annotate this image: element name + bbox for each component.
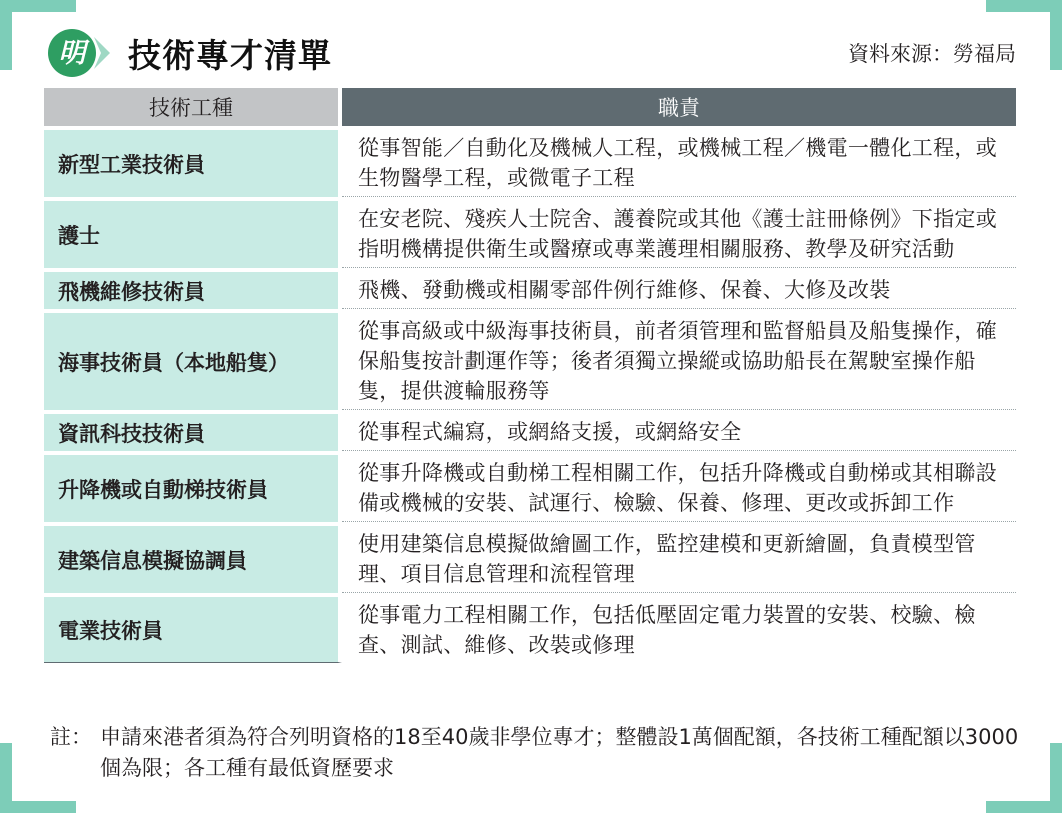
- row-duty: 從事電力工程相關工作，包括低壓固定電力裝置的安裝、校驗、檢查、測試、維修、改裝或修理: [342, 593, 1016, 663]
- table-row: [44, 522, 1016, 593]
- table-row: [44, 268, 1016, 309]
- row-duty: 在安老院、殘疾人士院舍、護養院或其他《護士註冊條例》下指定或指明機構提供衛生或醫療或專業護理相關服務、教學及研究活動: [342, 197, 1016, 268]
- row-category: 資訊科技技術員: [44, 410, 342, 451]
- corner-frame-top-left: [0, 0, 12, 70]
- table-row: [44, 410, 1016, 451]
- row-category: 海事技術員（本地船隻）: [44, 309, 342, 410]
- corner-frame-bottom-left: [0, 743, 12, 813]
- row-category: 電業技術員: [44, 593, 342, 663]
- table-header-row: [44, 88, 1016, 126]
- corner-frame-top-right: [1050, 0, 1062, 70]
- row-category: 護士: [44, 197, 342, 268]
- table-row: [44, 197, 1016, 268]
- skills-table: [44, 88, 1016, 663]
- source-credit: 資料來源：勞福局: [848, 42, 1016, 66]
- footnote-text: 申請來港者須為符合列明資格的18至40歲非學位專才；整體設1萬個配額，各技術工種配額以3000個為限；各工種有最低資歷要求: [100, 725, 1019, 780]
- column-header-category: 技術工種: [44, 88, 342, 126]
- row-duty: 飛機、發動機或相關零部件例行維修、保養、大修及改裝: [342, 268, 1016, 309]
- footnote: [50, 722, 1020, 784]
- page-title: 技術專才清單: [128, 36, 332, 75]
- table-row: [44, 309, 1016, 410]
- row-category: 升降機或自動梯技術員: [44, 451, 342, 522]
- table-row: [44, 451, 1016, 522]
- column-header-duty: 職責: [342, 88, 1016, 126]
- row-duty: 從事智能／自動化及機械人工程，或機械工程／機電一體化工程，或生物醫學工程，或微電子工程: [342, 126, 1016, 197]
- row-duty: 從事升降機或自動梯工程相關工作，包括升降機或自動梯或其相聯設備或機械的安裝、試運行、檢驗、保養、修理、更改或拆卸工作: [342, 451, 1016, 522]
- row-duty: 從事程式編寫，或網絡支援，或網絡安全: [342, 410, 1016, 451]
- row-category: 建築信息模擬協調員: [44, 522, 342, 593]
- row-category: 新型工業技術員: [44, 126, 342, 197]
- row-duty: 從事高級或中級海事技術員，前者須管理和監督船員及船隻操作，確保船隻按計劃運作等；後者須獨立操縱或協助船長在駕駛室操作船隻，提供渡輪服務等: [342, 309, 1016, 410]
- row-category: 飛機維修技術員: [44, 268, 342, 309]
- table-row: [44, 126, 1016, 197]
- table-row: [44, 593, 1016, 663]
- corner-frame-bottom-right: [1050, 743, 1062, 813]
- row-duty: 使用建築信息模擬做繪圖工作，監控建模和更新繪圖，負責模型管理、項目信息管理和流程管理: [342, 522, 1016, 593]
- footnote-label: 註：: [50, 725, 92, 749]
- logo-text: 明: [58, 37, 86, 69]
